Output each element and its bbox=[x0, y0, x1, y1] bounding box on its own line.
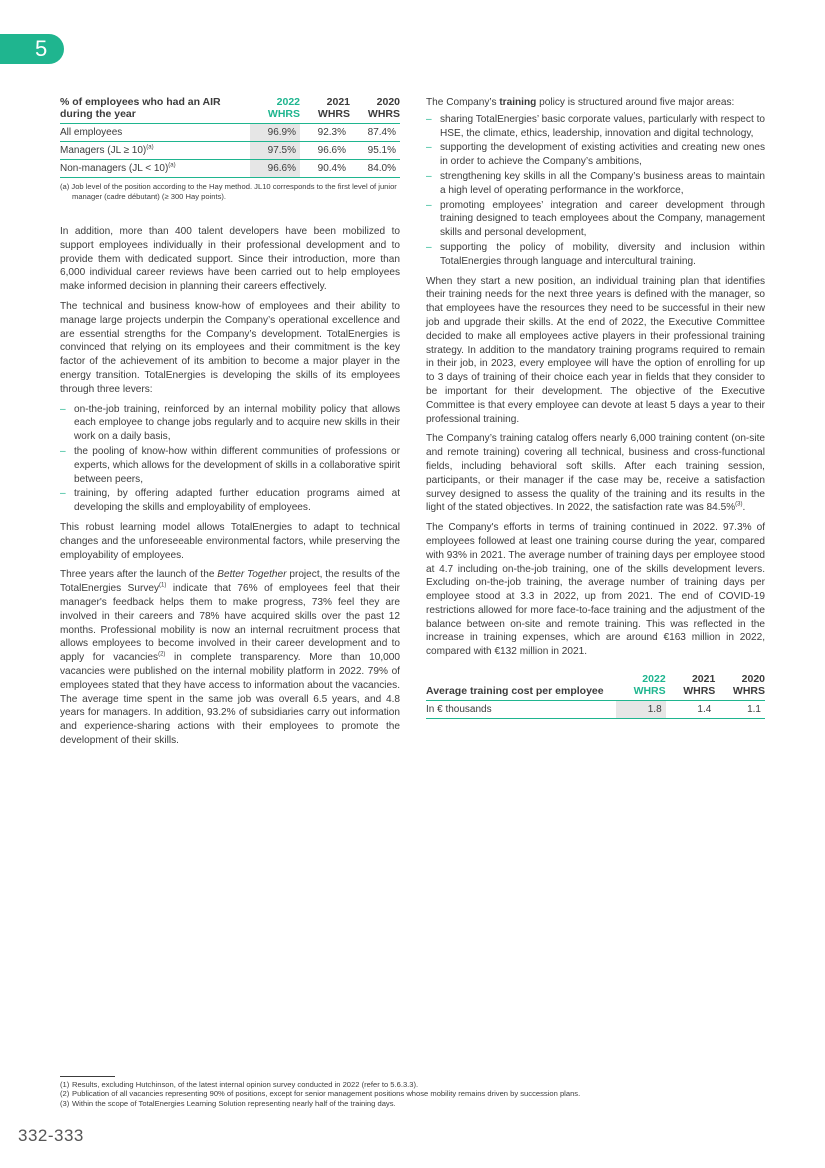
left-column bbox=[60, 96, 400, 754]
air-table-note: (a) Job level of the position according to the Hay method. JL10 corresponds to the first level of junior manager (cadre débutant) (≥ 300 Hay points). bbox=[60, 182, 397, 201]
footnotes bbox=[60, 1076, 780, 1108]
chapter-tab bbox=[0, 34, 64, 64]
air-table-col-2020: 2020 WHRS bbox=[350, 96, 400, 124]
air-table-col-2022: 2022 WHRS bbox=[250, 96, 300, 124]
table-row: All employees 96.9% 92.3% 87.4% bbox=[60, 124, 400, 142]
chapter-number: 5 bbox=[35, 36, 48, 61]
air-table bbox=[60, 96, 400, 178]
list-item: – strengthening key skills in all the Company’s business areas to maintain a high level of operating performance in the workforce, bbox=[426, 170, 765, 196]
paragraph: Three years after the launch of the Better Together project, the results of the TotalEnergies Survey$^{(1)}$ indicate that 76% of employees feel that their manager's feedback helps them to make progress, 73% feel they are involved in their careers and 78% have acquired skills over the past 12 months. Professional mobility is now an internal recruitment process that allows employees to become involved in their career development and to apply for vacancies$^{(2)}$ in complete transparency. More than 10,000 vacancies were published on the internal mobility platform in 2022. 79% of employees stated that they have access to information about the vacancies. The average time spent in the same job was overall 6.5 years, and 4.8 years for managers. In addition, 93.2% of subsidiaries carry out information and experience-sharing actions with their employees to promote the development of their skills. bbox=[60, 569, 400, 746]
list-item: – on-the-job training, reinforced by an internal mobility policy that allows each employee to change jobs regularly and to acquire new skills in their work on a daily basis, bbox=[60, 403, 400, 443]
table-row: Managers (JL ≥ 10)$^{(a)}$ 97.5% 96.6% 95.1% bbox=[60, 142, 400, 160]
footnote: (3) Within the scope of TotalEnergies Learning Solution representing nearly half of the training days. bbox=[60, 1098, 396, 1108]
training-cost-col-2022: 2022 WHRS bbox=[616, 673, 666, 701]
training-cost-table bbox=[426, 673, 765, 719]
footnote: (1) Results, excluding Hutchinson, of the latest internal opinion survey conducted in 2022 (refer to 5.6.3.3). bbox=[60, 1080, 419, 1089]
list-item: – supporting the policy of mobility, diversity and inclusion within TotalEnergies through language and intercultural training. bbox=[426, 241, 765, 267]
list-item: – supporting the development of existing activities and creating new ones in order to achieve the Company’s ambitions, bbox=[426, 142, 765, 168]
list-item: – the pooling of know-how within different communities of professions or experts, which allows for the development of skills in a collaborative spirit between peers, bbox=[60, 445, 400, 485]
list-item: – training, by offering adapted further education programs aimed at developing the skills and employability of employees. bbox=[60, 488, 400, 514]
paragraph: This robust learning model allows TotalEnergies to adapt to technical changes and the unforeseeable environmental factors, while preserving the employability of employees. bbox=[60, 521, 400, 561]
training-cost-col-2021: 2021 WHRS bbox=[666, 673, 716, 701]
footnote: (2) Publication of all vacancies representing 90% of positions, except for senior management positions whose mobility remains driven by succession plans. bbox=[60, 1089, 581, 1099]
right-column bbox=[426, 96, 765, 719]
list-item: – promoting employees’ integration and career development through training designed to teach employees about the Company, management skills and personal development, bbox=[426, 199, 765, 239]
training-areas-list bbox=[426, 113, 765, 269]
footnote-rule bbox=[60, 1076, 115, 1077]
air-table-title: % of employees who had an AIR during the year bbox=[60, 96, 250, 124]
paragraph: In addition, more than 400 talent developers have been mobilized to support employees individually in their professional development and to provide them with dedicated support. Since their introduction, more than 6,000 individual career reviews have been carried out to help employees make informed decision in planning their careers effectively. bbox=[60, 226, 400, 293]
training-cost-table-header bbox=[426, 673, 765, 701]
paragraph: When they start a new position, an individual training plan that identifies their training needs for the next three years is defined with the manager, so that employees have the resources they need to be successful in their new job and upgrade their skills. At the end of 2022, the Executive Committee decided to make all employees active players in their professional training strategy. In addition to the mandatory training programs required to remain in their job, in 2023, every employee will have the option of enrolling for up to 3 days of training of their choice each year in fields that they consider to be important for their development. The objective of the Executive Committee is that every employee can devote at least 5 days a year to their professional training. bbox=[426, 275, 765, 425]
paragraph: The Company’s training catalog offers nearly 6,000 training content (on-site and remote training) covering all technical, business and cross-functional fields, including behavioral soft skills. After each training session, participants, or their manager if the case may be, receive a satisfaction survey designed to assess the quality of the training and its results in the light of the stated objectives. In 2022, the satisfaction rate was 84.5%$^{(3)}$. bbox=[426, 433, 765, 514]
list-item: – sharing TotalEnergies’ basic corporate values, particularly with respect to HSE, the climate, ethics, leadership, innovation and digital technology, bbox=[426, 113, 765, 139]
paragraph: The technical and business know-how of employees and their ability to manage large projects underpin the Company’s operational excellence and are essential strengths for the Company’s development. TotalEnergies is convinced that relying on its employees and their commitment is the key factor of the achievement of its ambition to become a major player in the energy transition. TotalEnergies is developing the skills of its employees through three levers: bbox=[60, 300, 400, 395]
paragraph: The Company's efforts in terms of training continued in 2022. 97.3% of employees followed at least one training course during the year, compared with 93% in 2021. The average number of training days per employee stood at 4.7 including on-the-job training, one of the skills development levers. Excluding on-the-job training, the average number of training days per employee stood at 3.3 in 2022, up from 2021. The end of COVID-19 restrictions allowed for more face-to-face training and the adjustment of the balance between on-site and remote training. This was reflected in the increase in training expenses, which are around €163 million in 2022, compared with €132 million in 2021. bbox=[426, 522, 765, 658]
training-cost-col-2020: 2020 WHRS bbox=[715, 673, 765, 701]
air-table-col-2021: 2021 WHRS bbox=[300, 96, 350, 124]
air-table-header bbox=[60, 96, 400, 124]
paragraph: The Company’s training policy is structured around five major areas: bbox=[426, 97, 735, 108]
levers-list bbox=[60, 403, 400, 515]
page-number: 332-333 bbox=[18, 1126, 84, 1145]
table-row: In € thousands 1.8 1.4 1.1 bbox=[426, 701, 765, 719]
table-row: Non-managers (JL < 10)$^{(a)}$ 96.6% 90.4% 84.0% bbox=[60, 160, 400, 178]
training-cost-table-title: Average training cost per employee bbox=[426, 673, 616, 701]
